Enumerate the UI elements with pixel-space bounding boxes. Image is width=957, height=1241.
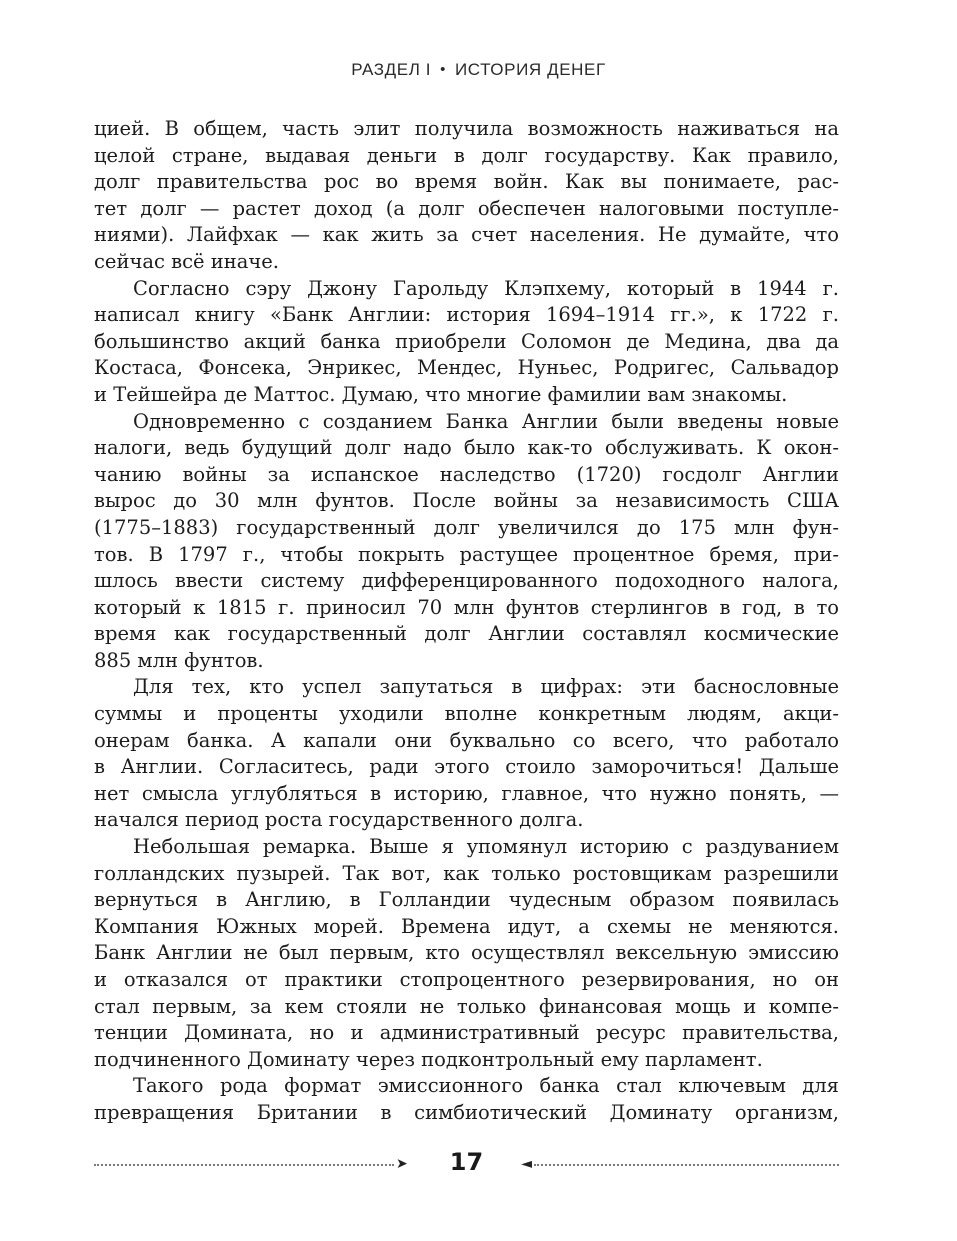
text-line: тов. В 1797 г., чтобы покрыть растущее процентное бремя, при- xyxy=(94,542,839,566)
text-line: Компания Южных морей. Времена идут, а схемы не меняются. xyxy=(94,914,839,938)
text-line: вырос до 30 млн фунтов. После войны за независимость США xyxy=(94,489,839,513)
text-line: который к 1815 г. приносил 70 млн фунтов стерлингов в год, в то xyxy=(94,595,839,619)
arrow-left-icon: ◄ xyxy=(521,1156,532,1172)
text-line: Одновременно с созданием Банка Англии были введены новые xyxy=(133,409,839,433)
text-line: и Тейшейра де Маттос. Думаю, что многие фамилии вам знакомы. xyxy=(94,382,788,406)
text-line: 885 млн фунтов. xyxy=(94,648,264,672)
text-line: время как государственный долг Англии составлял космические xyxy=(94,622,839,646)
text-line: шлось ввести систему дифференцированного подоходного налога, xyxy=(94,569,839,593)
text-line: вернуться в Англию, в Голландии чудесным образом появилась xyxy=(94,888,839,912)
text-line: начался период роста государственного долга. xyxy=(94,808,584,832)
text-line: написал книгу «Банк Англии: история 1694–1914 гг.», к 1722 г. xyxy=(94,303,839,327)
text-line: превращения Британии в симбиотический Доминату организм, xyxy=(94,1100,839,1124)
chapter-title: ИСТОРИЯ ДЕНЕГ xyxy=(454,60,606,79)
text-line: цией. В общем, часть элит получила возможность наживаться на xyxy=(94,117,839,140)
text-line: большинство акций банка приобрели Соломон де Медина, два да xyxy=(94,329,839,353)
text-line: голландских пузырей. Так вот, как только ростовщикам разрешили xyxy=(94,861,839,885)
text-line: Для тех, кто успел запутаться в цифрах: эти баснословные xyxy=(133,675,839,699)
text-line: Согласно сэру Джону Гарольду Клэпхему, который в 1944 г. xyxy=(133,276,839,300)
paragraph xyxy=(94,834,839,1073)
paragraph xyxy=(94,409,839,675)
footer-dotted-rule-right xyxy=(534,1164,839,1166)
section-label: РАЗДЕЛ I xyxy=(351,60,432,79)
text-line: онерам банка. А капали они буквально со всего, что работало xyxy=(94,728,839,752)
page-footer xyxy=(94,1150,839,1180)
text-line: чанию войны за испанское наследство (1720) госдолг Англии xyxy=(94,462,839,486)
paragraph xyxy=(94,674,839,834)
body-text xyxy=(94,116,839,1127)
paragraph xyxy=(94,1073,839,1126)
running-header xyxy=(0,60,957,80)
text-line: целой стране, выдавая деньги в долг государству. Как правило, xyxy=(94,143,839,167)
header-separator: • xyxy=(440,61,446,78)
text-line: Банк Англии не был первым, кто осуществлял вексельную эмиссию xyxy=(94,941,839,965)
text-line: Такого рода формат эмиссионного банка стал ключевым для xyxy=(133,1074,839,1098)
text-line: в Англии. Согласитесь, ради этого стоило заморочиться! Дальше xyxy=(94,755,839,779)
text-line: суммы и проценты уходили вполне конкретным людям, акци- xyxy=(94,702,839,726)
text-line: нет смысла углубляться в историю, главное, что нужно понять, — xyxy=(94,781,839,805)
text-line: стал первым, за кем стояли не только финансовая мощь и компе- xyxy=(94,994,839,1018)
arrow-right-icon: ➤ xyxy=(396,1156,408,1172)
text-line: подчиненного Доминату через подконтрольный ему парламент. xyxy=(94,1047,763,1071)
text-line: сейчас всё иначе. xyxy=(94,249,279,273)
text-line: и отказался от практики стопроцентного резервирования, но он xyxy=(94,968,839,991)
paragraph xyxy=(94,116,839,276)
text-line: долг правительства рос во время войн. Как вы понимаете, рас- xyxy=(94,170,839,194)
text-line: Костаса, Фонсека, Энрикес, Мендес, Нуньес, Родригес, Сальвадор xyxy=(94,356,839,380)
text-line: ниями). Лайфхак — как жить за счет населения. Не думайте, что xyxy=(94,223,839,247)
text-line: (1775–1883) государственный долг увеличился до 175 млн фун- xyxy=(94,515,839,539)
text-line: тет долг — растет доход (а долг обеспечен налоговыми поступле- xyxy=(94,196,839,220)
text-line: налоги, ведь будущий долг надо было как-то обслуживать. К окон- xyxy=(94,436,839,460)
text-line: тенции Домината, но и административный ресурс правительства, xyxy=(94,1021,839,1045)
paragraph xyxy=(94,276,839,409)
page-number: 17 xyxy=(449,1148,484,1176)
text-line: Небольшая ремарка. Выше я упомянул историю с раздуванием xyxy=(133,835,839,859)
